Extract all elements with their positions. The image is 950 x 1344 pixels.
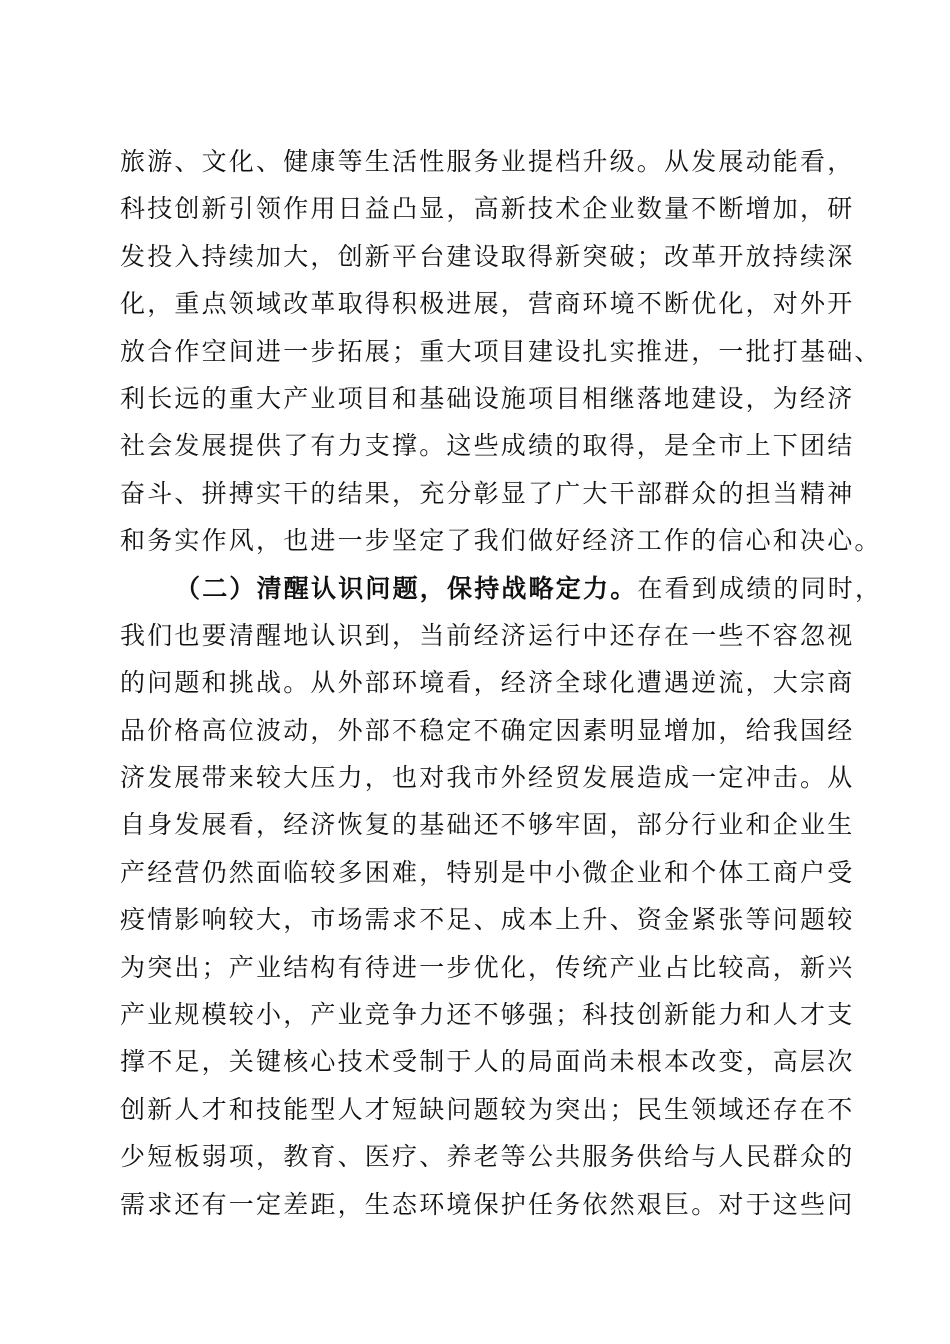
text-line: 奋斗、拼搏实干的结果，充分彰显了广大干部群众的担当精神 [120,478,855,508]
paragraph-problems [120,612,855,1228]
text-line: 科技创新引领作用日益凸显，高新技术企业数量不断增加，研 [120,194,855,224]
text-line: 品价格高位波动，外部不稳定不确定因素明显增加，给我国经 [120,715,855,745]
text-line: 我们也要清醒地认识到，当前经济运行中还存在一些不容忽视 [120,620,855,650]
text-line: 撑不足，关键核心技术受制于人的局面尚未根本改变，高层次 [120,1047,855,1077]
section-heading-line [120,565,883,612]
paragraph-achievements [120,138,882,565]
text-line: 化，重点领域改革取得积极进展，营商环境不断优化，对外开 [120,289,855,319]
section-heading: （二）清醒认识问题，保持战略定力。 [175,573,638,603]
text-line: 放合作空间进一步拓展；重大项目建设扎实推进，一批打基础、 [120,336,882,366]
text-line: 社会发展提供了有力支撑。这些成绩的取得，是全市上下团结 [120,431,855,461]
text-line: 疫情影响较大，市场需求不足、成本上升、资金紧张等问题较 [120,905,855,935]
text-line: 和务实作风，也进一步坚定了我们做好经济工作的信心和决心。 [120,526,882,556]
document-body [120,138,883,1228]
text-line: 济发展带来较大压力，也对我市外经贸发展造成一定冲击。从 [120,763,855,793]
text-line: 利长远的重大产业项目和基础设施项目相继落地建设，为经济 [120,383,855,413]
text-line: 的问题和挑战。从外部环境看，经济全球化遭遇逆流，大宗商 [120,668,855,698]
text-line: 少短板弱项，教育、医疗、养老等公共服务供给与人民群众的 [120,1142,855,1172]
text-line: 发投入持续加大，创新平台建设取得新突破；改革开放持续深 [120,241,855,271]
text-line: 为突出；产业结构有待进一步优化，传统产业占比较高，新兴 [120,952,855,982]
text-line: 旅游、文化、健康等生活性服务业提档升级。从发展动能看， [120,147,855,176]
section-heading-continuation: 在看到成绩的同时， [637,573,883,603]
text-line: 产业规模较小，产业竞争力还不够强；科技创新能力和人才支 [120,1000,855,1030]
text-line: 产经营仍然面临较多困难，特别是中小微企业和个体工商户受 [120,857,855,887]
text-line: 需求还有一定差距，生态环境保护任务依然艰巨。对于这些问 [120,1189,855,1219]
text-line: 创新人才和技能型人才短缺问题较为突出；民生领域还存在不 [120,1094,855,1124]
text-line: 自身发展看，经济恢复的基础还不够牢固，部分行业和企业生 [120,810,855,840]
